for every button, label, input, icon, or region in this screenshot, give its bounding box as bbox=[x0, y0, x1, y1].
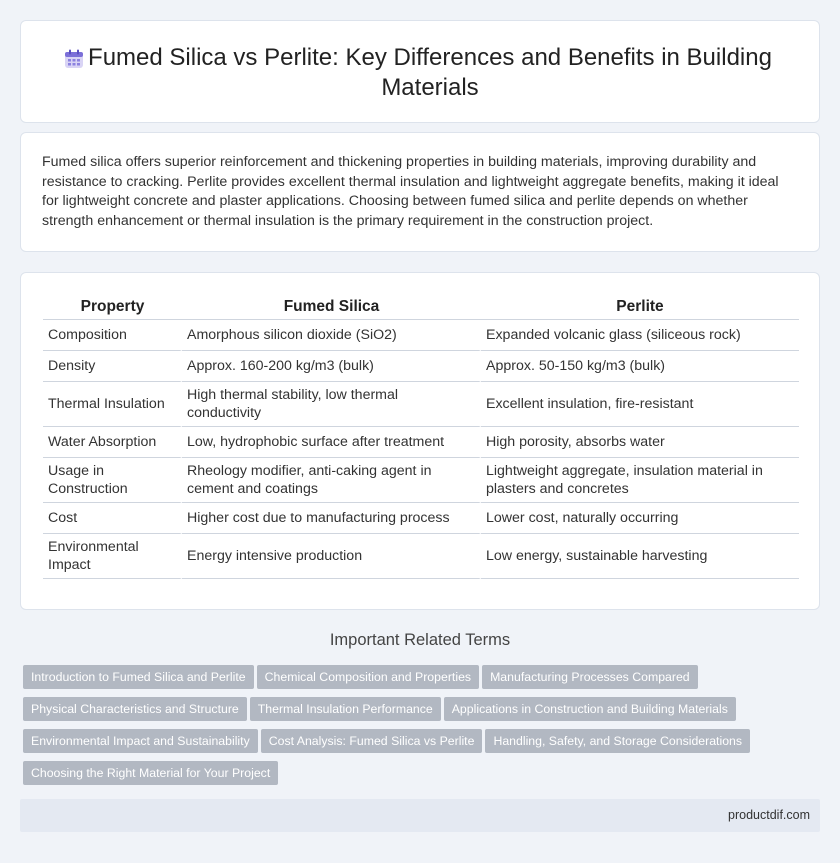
table-cell: Water Absorption bbox=[43, 427, 182, 458]
table-cell: Lower cost, naturally occurring bbox=[481, 503, 799, 534]
header-property: Property bbox=[43, 293, 182, 320]
table-cell: Composition bbox=[43, 320, 182, 351]
related-term-tag[interactable]: Physical Characteristics and Structure bbox=[23, 697, 247, 721]
table-cell: Lightweight aggregate, insulation material in plasters and concretes bbox=[481, 458, 799, 503]
table-row bbox=[43, 534, 799, 579]
summary-card bbox=[20, 132, 820, 252]
footer-bar bbox=[20, 799, 820, 832]
table-row bbox=[43, 320, 799, 351]
related-term-tag[interactable]: Manufacturing Processes Compared bbox=[482, 665, 698, 689]
related-term-tag[interactable]: Chemical Composition and Properties bbox=[257, 665, 479, 689]
table-cell: Low, hydrophobic surface after treatment bbox=[182, 427, 481, 458]
table-cell: Approx. 50-150 kg/m3 (bulk) bbox=[481, 351, 799, 382]
table-row bbox=[43, 351, 799, 382]
table-cell: Higher cost due to manufacturing process bbox=[182, 503, 481, 534]
related-term-tag[interactable]: Introduction to Fumed Silica and Perlite bbox=[23, 665, 254, 689]
related-terms-list bbox=[23, 665, 823, 793]
table-cell: High thermal stability, low thermal conductivity bbox=[182, 382, 481, 427]
table-cell: Environmental Impact bbox=[43, 534, 182, 579]
table-cell: Rheology modifier, anti-caking agent in cement and coatings bbox=[182, 458, 481, 503]
table-header-row bbox=[43, 293, 799, 320]
summary-text: Fumed silica offers superior reinforcement and thickening properties in building materials, improving durability and resistance to cracking. Perlite provides excellent thermal insulation and lightweight aggregate benefits, making it ideal for lightweight concrete and plaster applications. Choosing between fumed silica and perlite depends on whether strength enhancement or thermal insulation is the primary requirement in the construction project. bbox=[42, 154, 779, 229]
site-name[interactable]: productdif.com bbox=[728, 808, 810, 822]
related-terms-title: Important Related Terms bbox=[329, 631, 511, 649]
related-term-tag[interactable]: Environmental Impact and Sustainability bbox=[23, 729, 258, 753]
table-cell: Expanded volcanic glass (siliceous rock) bbox=[481, 320, 799, 351]
table-cell: Approx. 160-200 kg/m3 (bulk) bbox=[182, 351, 481, 382]
table-cell: Amorphous silicon dioxide (SiO2) bbox=[182, 320, 481, 351]
table-row bbox=[43, 458, 799, 503]
header-card bbox=[20, 20, 820, 123]
comparison-table bbox=[43, 293, 799, 579]
table-row bbox=[43, 427, 799, 458]
related-term-tag[interactable]: Cost Analysis: Fumed Silica vs Perlite bbox=[261, 729, 483, 753]
table-cell: Cost bbox=[43, 503, 182, 534]
related-term-tag[interactable]: Choosing the Right Material for Your Project bbox=[23, 761, 278, 785]
table-row bbox=[43, 382, 799, 427]
table-cell: Thermal Insulation bbox=[43, 382, 182, 427]
page-title: Fumed Silica vs Perlite: Key Differences and Benefits in Building Materials bbox=[88, 44, 772, 101]
table-cell: Energy intensive production bbox=[182, 534, 481, 579]
comparison-table-card bbox=[20, 272, 820, 610]
related-term-tag[interactable]: Applications in Construction and Building Materials bbox=[444, 697, 736, 721]
table-cell: Low energy, sustainable harvesting bbox=[481, 534, 799, 579]
table-cell: Excellent insulation, fire-resistant bbox=[481, 382, 799, 427]
header-perlite: Perlite bbox=[481, 293, 799, 320]
table-row bbox=[43, 503, 799, 534]
table-cell: Density bbox=[43, 351, 182, 382]
header-fumed-silica: Fumed Silica bbox=[182, 293, 481, 320]
related-term-tag[interactable]: Handling, Safety, and Storage Considerations bbox=[485, 729, 750, 753]
related-term-tag[interactable]: Thermal Insulation Performance bbox=[250, 697, 441, 721]
table-cell: High porosity, absorbs water bbox=[481, 427, 799, 458]
table-cell: Usage in Construction bbox=[43, 458, 182, 503]
